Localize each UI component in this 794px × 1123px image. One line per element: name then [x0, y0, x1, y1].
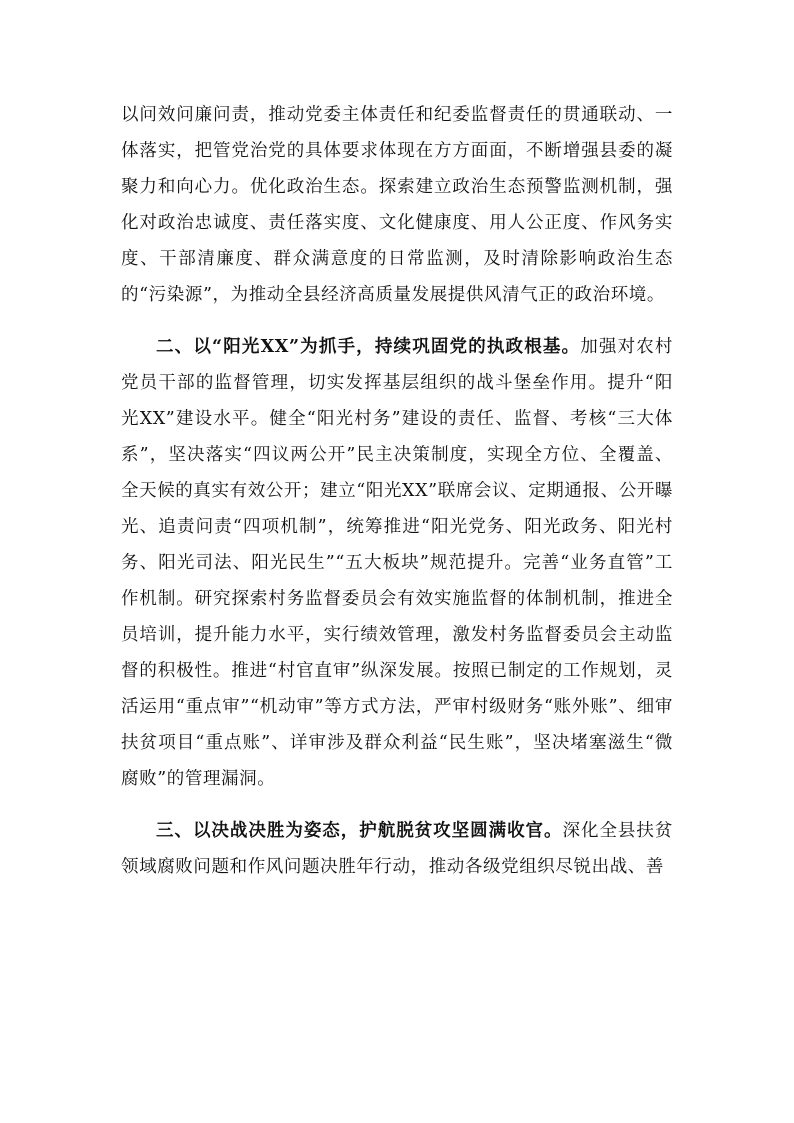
- paragraph-3: [121, 813, 673, 885]
- paragraph-2-text: 加强对农村党员干部的监督管理，切实发挥基层组织的战斗堡垒作用。提升“阳光XX”建设水平。健全“阳光村务”建设的责任、监督、考核“三大体系”，坚决落实“四议两公开”民主决策制度，实现全方位、全覆盖、全天候的真实有效公开；建立“阳光XX”联席会议、定期通报、公开曝光、追责问责“四项机制”，统筹推进“阳光党务、阳光政务、阳光村务、阳光司法、阳光民生”“五大板块”规范提升。完善“业务直管”工作机制。研究探索村务监督委员会有效实施监督的体制机制，推进全员培训，提升能力水平，实行绩效管理，激发村务监督委员会主动监督的积极性。推进“村官直审”纵深发展。按照已制定的工作规划，灵活运用“重点审”“机动审”等方式方法，严审村级财务“账外账”、细审扶贫项目“重点账”、详审涉及群众利益“民生账”，坚决堵塞滋生“微腐败”的管理漏洞。: [121, 337, 674, 789]
- paragraph-1: [121, 97, 673, 313]
- paragraph-3-text: 深化全县扶贫领域腐败问题和作风问题决胜年行动，推动各级党组织尽锐出战、善: [121, 821, 673, 877]
- paragraph-2: [121, 329, 673, 797]
- paragraph-gap: [121, 313, 673, 329]
- paragraph-gap: [121, 797, 673, 813]
- section-heading-3: 三、以决战决胜为姿态，护航脱贫攻坚圆满收官。: [156, 821, 563, 841]
- section-heading-2: 二、以“阳光XX”为抓手，持续巩固党的执政根基。: [156, 337, 581, 357]
- paragraph-1-text: 以问效问廉问责，推动党委主体责任和纪委监督责任的贯通联动、一体落实，把管党治党的具体要求体现在方方面面，不断增强县委的凝聚力和向心力。优化政治生态。探索建立政治生态预警监测机制，强化对政治忠诚度、责任落实度、文化健康度、用人公正度、作风务实度、干部清廉度、群众满意度的日常监测，及时清除影响政治生态的“污染源”，为推动全县经济高质量发展提供风清气正的政治环境。: [121, 105, 673, 305]
